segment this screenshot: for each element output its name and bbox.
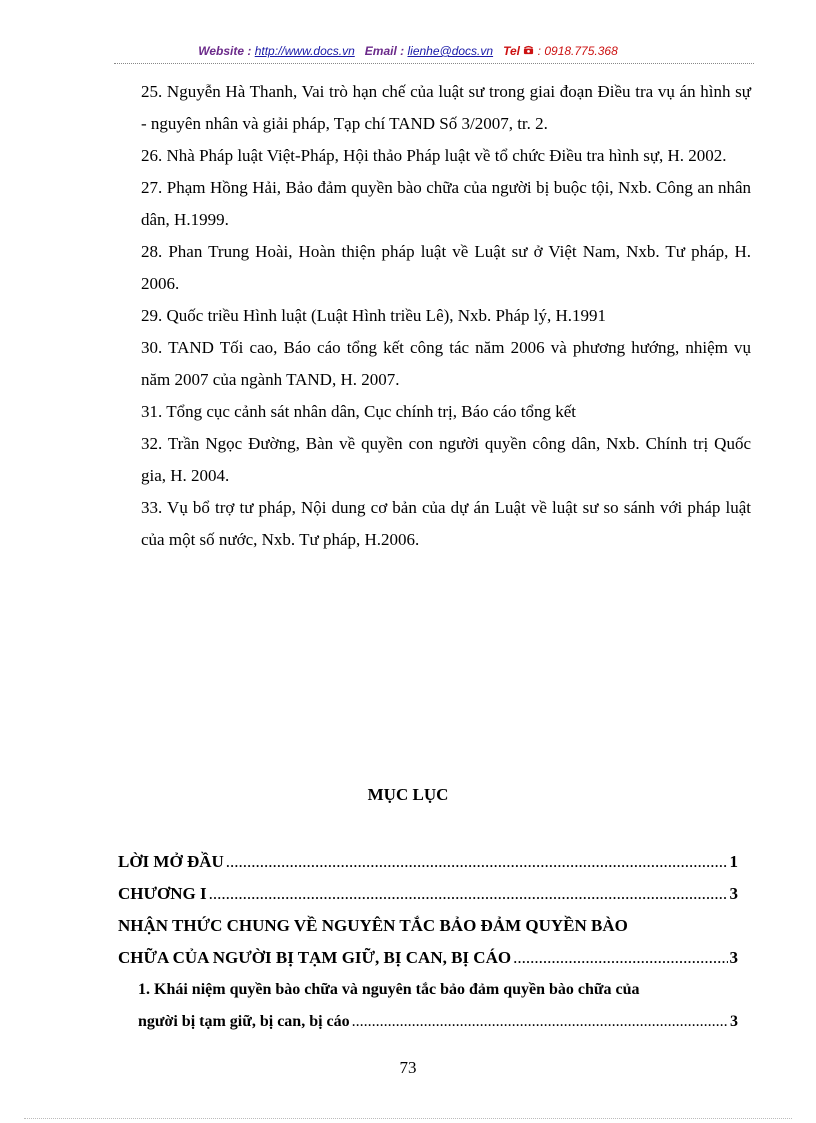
page-header (0, 44, 816, 58)
reference-list (141, 76, 751, 556)
toc-leader (226, 846, 728, 878)
reference-item: 28. Phan Trung Hoài, Hoàn thiện pháp luật về Luật sư ở Việt Nam, Nxb. Tư pháp, H. 2006. (141, 242, 751, 293)
toc-chapter-heading[interactable]: NHẬN THỨC CHUNG VỀ NGUYÊN TẮC BẢO ĐẢM QUYỀN BÀO (118, 916, 628, 935)
website-label: Website : (198, 44, 252, 58)
header-divider (114, 63, 754, 64)
toc-entry-label: CHỮA CỦA NGƯỜI BỊ TẠM GIỮ, BỊ CAN, BỊ CÁO (118, 948, 512, 967)
toc-entry[interactable] (118, 878, 738, 910)
phone-icon (523, 44, 534, 58)
toc-leader (209, 878, 728, 910)
toc-entry-label: LỜI MỞ ĐẦU (118, 852, 224, 871)
toc-entry-page: 1 (729, 852, 738, 871)
page-number: 73 (399, 1058, 417, 1077)
website-link[interactable]: http://www.docs.vn (254, 44, 355, 58)
reference-item: 29. Quốc triều Hình luật (Luật Hình triều Lê), Nxb. Pháp lý, H.1991 (141, 306, 607, 325)
email-link[interactable]: lienhe@docs.vn (407, 44, 494, 58)
toc-section-label: 1. Khái niệm quyền bào chữa và nguyên tắc bảo đảm quyền bào chữa của (138, 981, 640, 998)
toc-section[interactable] (118, 974, 738, 1038)
toc-entry[interactable] (118, 942, 738, 974)
toc-leader (352, 1006, 728, 1038)
toc-leader (513, 942, 727, 974)
toc-entry-page: 3 (729, 884, 738, 903)
reference-item: 30. TAND Tối cao, Báo cáo tổng kết công tác năm 2006 và phương hướng, nhiệm vụ năm 2007 của ngành TAND, H. 2007. (141, 338, 751, 389)
reference-item: 31. Tổng cục cảnh sát nhân dân, Cục chính trị, Báo cáo tổng kết (141, 402, 576, 421)
footer-divider (24, 1118, 792, 1119)
toc-section-label-cont: người bị tạm giữ, bị can, bị cáo (138, 1013, 350, 1030)
tel-label: Tel (503, 44, 520, 58)
reference-item: 32. Trần Ngọc Đường, Bàn về quyền con người quyền công dân, Nxb. Chính trị Quốc gia, H. 2004. (141, 434, 751, 485)
toc-title: MỤC LỤC (367, 785, 449, 804)
phone-number: : 0918.775.368 (537, 44, 618, 58)
reference-item: 27. Phạm Hồng Hải, Bảo đảm quyền bào chữa của người bị buộc tội, Nxb. Công an nhân dân, H.1999. (141, 178, 751, 229)
toc-entry-label: CHƯƠNG I (118, 884, 207, 903)
table-of-contents (118, 846, 738, 1038)
toc-entry-page: 3 (729, 948, 738, 967)
reference-item: 26. Nhà Pháp luật Việt-Pháp, Hội thảo Pháp luật về tổ chức Điều tra hình sự, H. 2002. (141, 146, 727, 165)
toc-entry-page: 3 (730, 1013, 738, 1030)
reference-item: 25. Nguyễn Hà Thanh, Vai trò hạn chế của luật sư trong giai đoạn Điều tra vụ án hình sự - nguyên nhân và giải pháp, Tạp chí TAND Số 3/2007, tr. 2. (141, 82, 751, 133)
toc-entry[interactable] (118, 846, 738, 878)
email-label: Email : (364, 44, 405, 58)
reference-item: 33. Vụ bổ trợ tư pháp, Nội dung cơ bản của dự án Luật về luật sư so sánh với pháp luật của một số nước, Nxb. Tư pháp, H.2006. (141, 498, 751, 549)
